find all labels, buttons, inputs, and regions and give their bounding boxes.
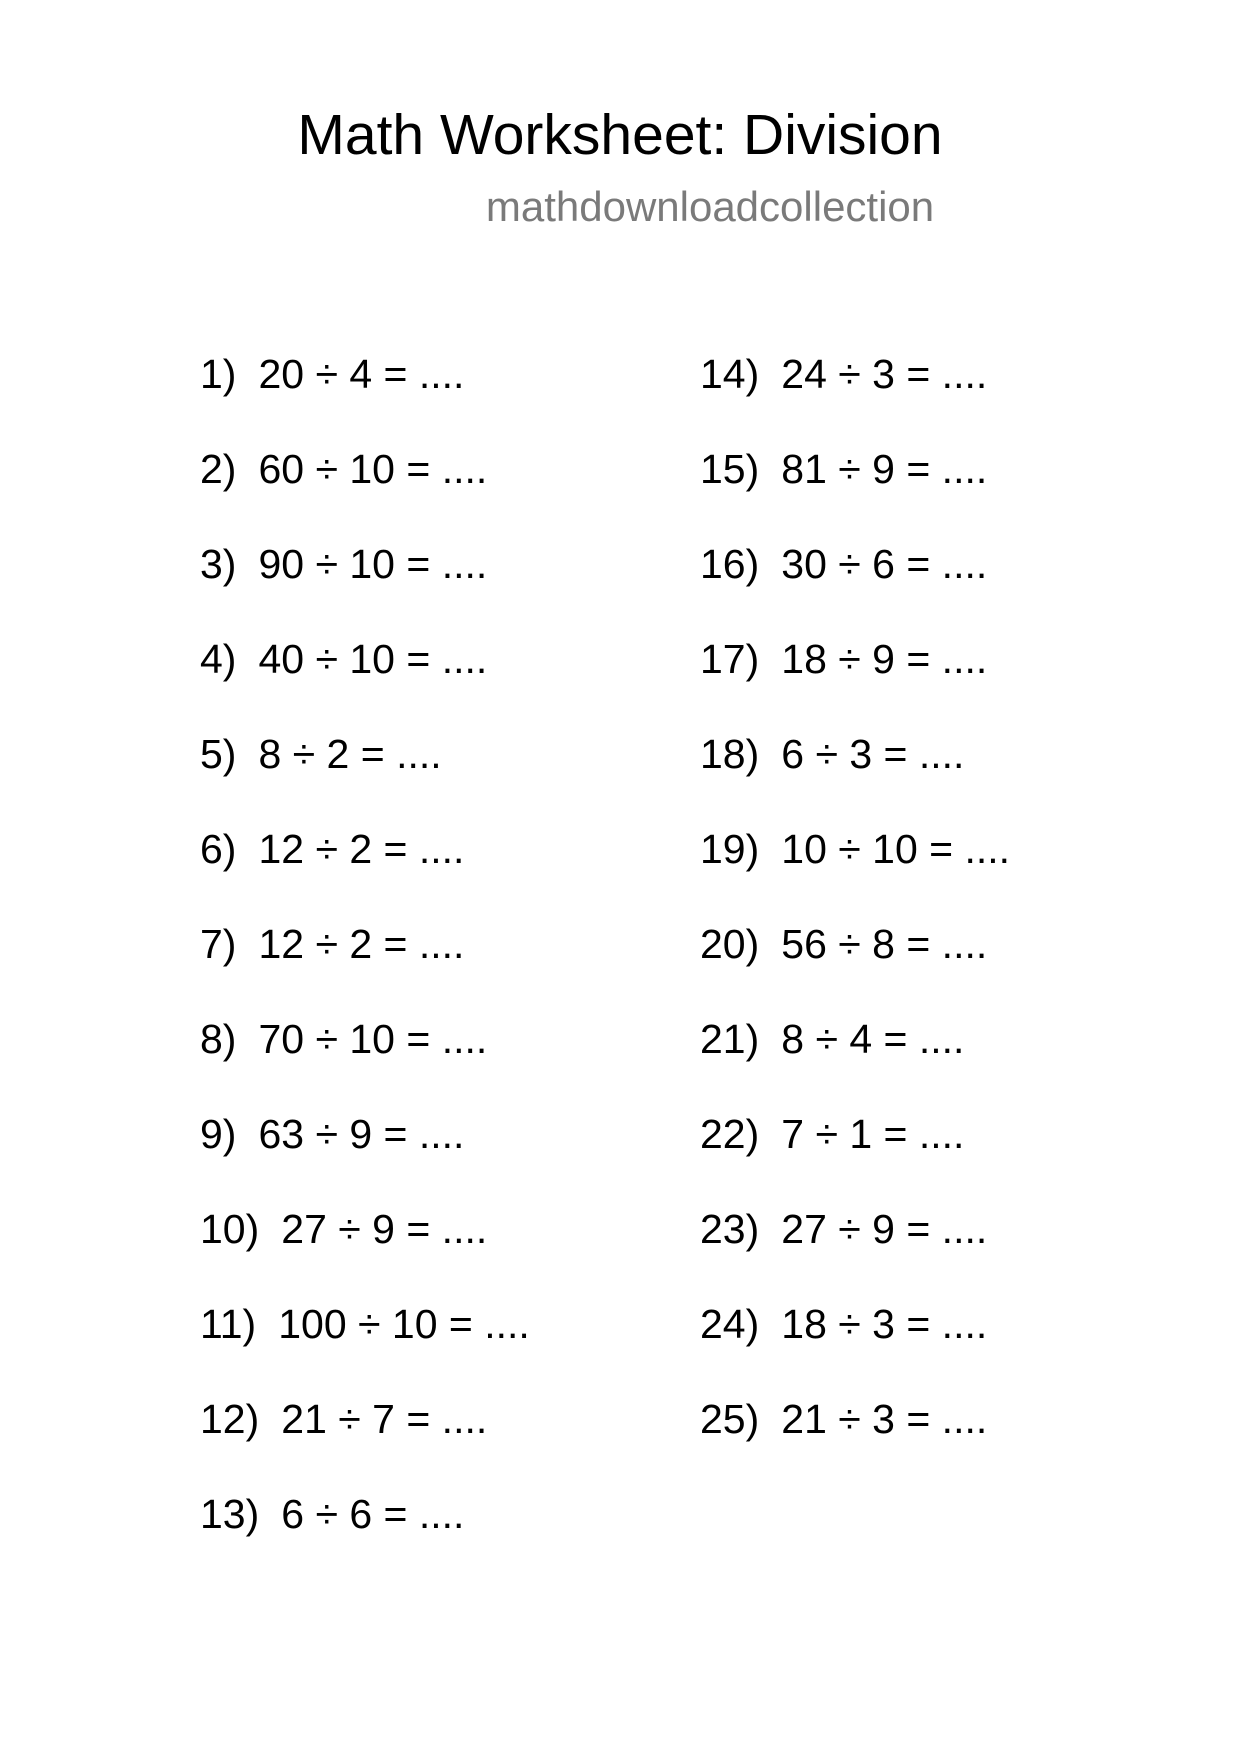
problem-number: 23) bbox=[700, 1206, 760, 1252]
problem-expression: 21 ÷ 3 = .... bbox=[781, 1396, 988, 1442]
problem-expression: 8 ÷ 2 = .... bbox=[258, 731, 442, 777]
problem-item bbox=[700, 635, 1010, 730]
problem-item bbox=[200, 825, 530, 920]
problem-expression: 7 ÷ 1 = .... bbox=[781, 1111, 965, 1157]
problem-number: 12) bbox=[200, 1396, 260, 1442]
problem-expression: 30 ÷ 6 = .... bbox=[781, 541, 988, 587]
problem-expression: 8 ÷ 4 = .... bbox=[781, 1016, 965, 1062]
problem-expression: 81 ÷ 9 = .... bbox=[781, 446, 988, 492]
problem-number: 2) bbox=[200, 446, 237, 492]
problem-number: 17) bbox=[700, 636, 760, 682]
problem-item bbox=[700, 1300, 1010, 1395]
problem-column-left bbox=[200, 350, 530, 1585]
problem-number: 20) bbox=[700, 921, 760, 967]
problem-expression: 6 ÷ 3 = .... bbox=[781, 731, 965, 777]
problem-item bbox=[200, 730, 530, 825]
worksheet-subtitle: mathdownloadcollection bbox=[485, 183, 935, 230]
problem-item bbox=[200, 1490, 530, 1585]
problem-expression: 27 ÷ 9 = .... bbox=[281, 1206, 488, 1252]
problem-item bbox=[700, 1015, 1010, 1110]
problem-item bbox=[700, 350, 1010, 445]
problem-number: 13) bbox=[200, 1491, 260, 1537]
problem-number: 11) bbox=[200, 1301, 257, 1347]
problem-expression: 56 ÷ 8 = .... bbox=[781, 921, 988, 967]
problem-expression: 90 ÷ 10 = .... bbox=[258, 541, 488, 587]
problem-number: 24) bbox=[700, 1301, 760, 1347]
problem-expression: 40 ÷ 10 = .... bbox=[258, 636, 488, 682]
problem-number: 14) bbox=[700, 351, 760, 397]
problem-item bbox=[700, 1110, 1010, 1205]
problem-number: 10) bbox=[200, 1206, 260, 1252]
problem-column-right bbox=[700, 350, 1010, 1490]
problem-item bbox=[200, 1110, 530, 1205]
problem-item bbox=[200, 540, 530, 635]
problem-expression: 21 ÷ 7 = .... bbox=[281, 1396, 488, 1442]
problem-number: 22) bbox=[700, 1111, 760, 1157]
problem-item bbox=[200, 350, 530, 445]
problem-number: 3) bbox=[200, 541, 237, 587]
problem-item bbox=[700, 920, 1010, 1015]
problem-number: 6) bbox=[200, 826, 237, 872]
problem-number: 8) bbox=[200, 1016, 237, 1062]
problem-item bbox=[200, 1015, 530, 1110]
problem-expression: 24 ÷ 3 = .... bbox=[781, 351, 988, 397]
problem-number: 19) bbox=[700, 826, 760, 872]
problem-item bbox=[200, 635, 530, 730]
worksheet-title: Math Worksheet: Division bbox=[297, 103, 943, 167]
problem-item bbox=[700, 1395, 1010, 1490]
problem-item bbox=[200, 1300, 530, 1395]
problem-number: 15) bbox=[700, 446, 760, 492]
problem-expression: 12 ÷ 2 = .... bbox=[258, 921, 465, 967]
problem-item bbox=[200, 1395, 530, 1490]
problem-expression: 6 ÷ 6 = .... bbox=[281, 1491, 465, 1537]
problem-expression: 63 ÷ 9 = .... bbox=[258, 1111, 465, 1157]
problem-item bbox=[200, 445, 530, 540]
problem-item bbox=[700, 825, 1010, 920]
problem-item bbox=[700, 730, 1010, 825]
problem-number: 1) bbox=[200, 351, 237, 397]
problem-expression: 70 ÷ 10 = .... bbox=[258, 1016, 488, 1062]
problem-expression: 100 ÷ 10 = .... bbox=[278, 1301, 530, 1347]
problem-item bbox=[700, 445, 1010, 540]
problem-number: 25) bbox=[700, 1396, 760, 1442]
problem-item bbox=[700, 1205, 1010, 1300]
problem-number: 4) bbox=[200, 636, 237, 682]
problem-expression: 10 ÷ 10 = .... bbox=[781, 826, 1011, 872]
problem-item bbox=[200, 920, 530, 1015]
problem-number: 16) bbox=[700, 541, 760, 587]
problem-item bbox=[200, 1205, 530, 1300]
problem-expression: 18 ÷ 3 = .... bbox=[781, 1301, 988, 1347]
problem-number: 21) bbox=[700, 1016, 760, 1062]
problem-expression: 27 ÷ 9 = .... bbox=[781, 1206, 988, 1252]
problem-number: 5) bbox=[200, 731, 237, 777]
problem-expression: 18 ÷ 9 = .... bbox=[781, 636, 988, 682]
problem-number: 9) bbox=[200, 1111, 237, 1157]
problem-number: 7) bbox=[200, 921, 237, 967]
problem-expression: 60 ÷ 10 = .... bbox=[258, 446, 488, 492]
problem-number: 18) bbox=[700, 731, 760, 777]
problem-expression: 12 ÷ 2 = .... bbox=[258, 826, 465, 872]
problem-expression: 20 ÷ 4 = .... bbox=[258, 351, 465, 397]
problem-item bbox=[700, 540, 1010, 635]
